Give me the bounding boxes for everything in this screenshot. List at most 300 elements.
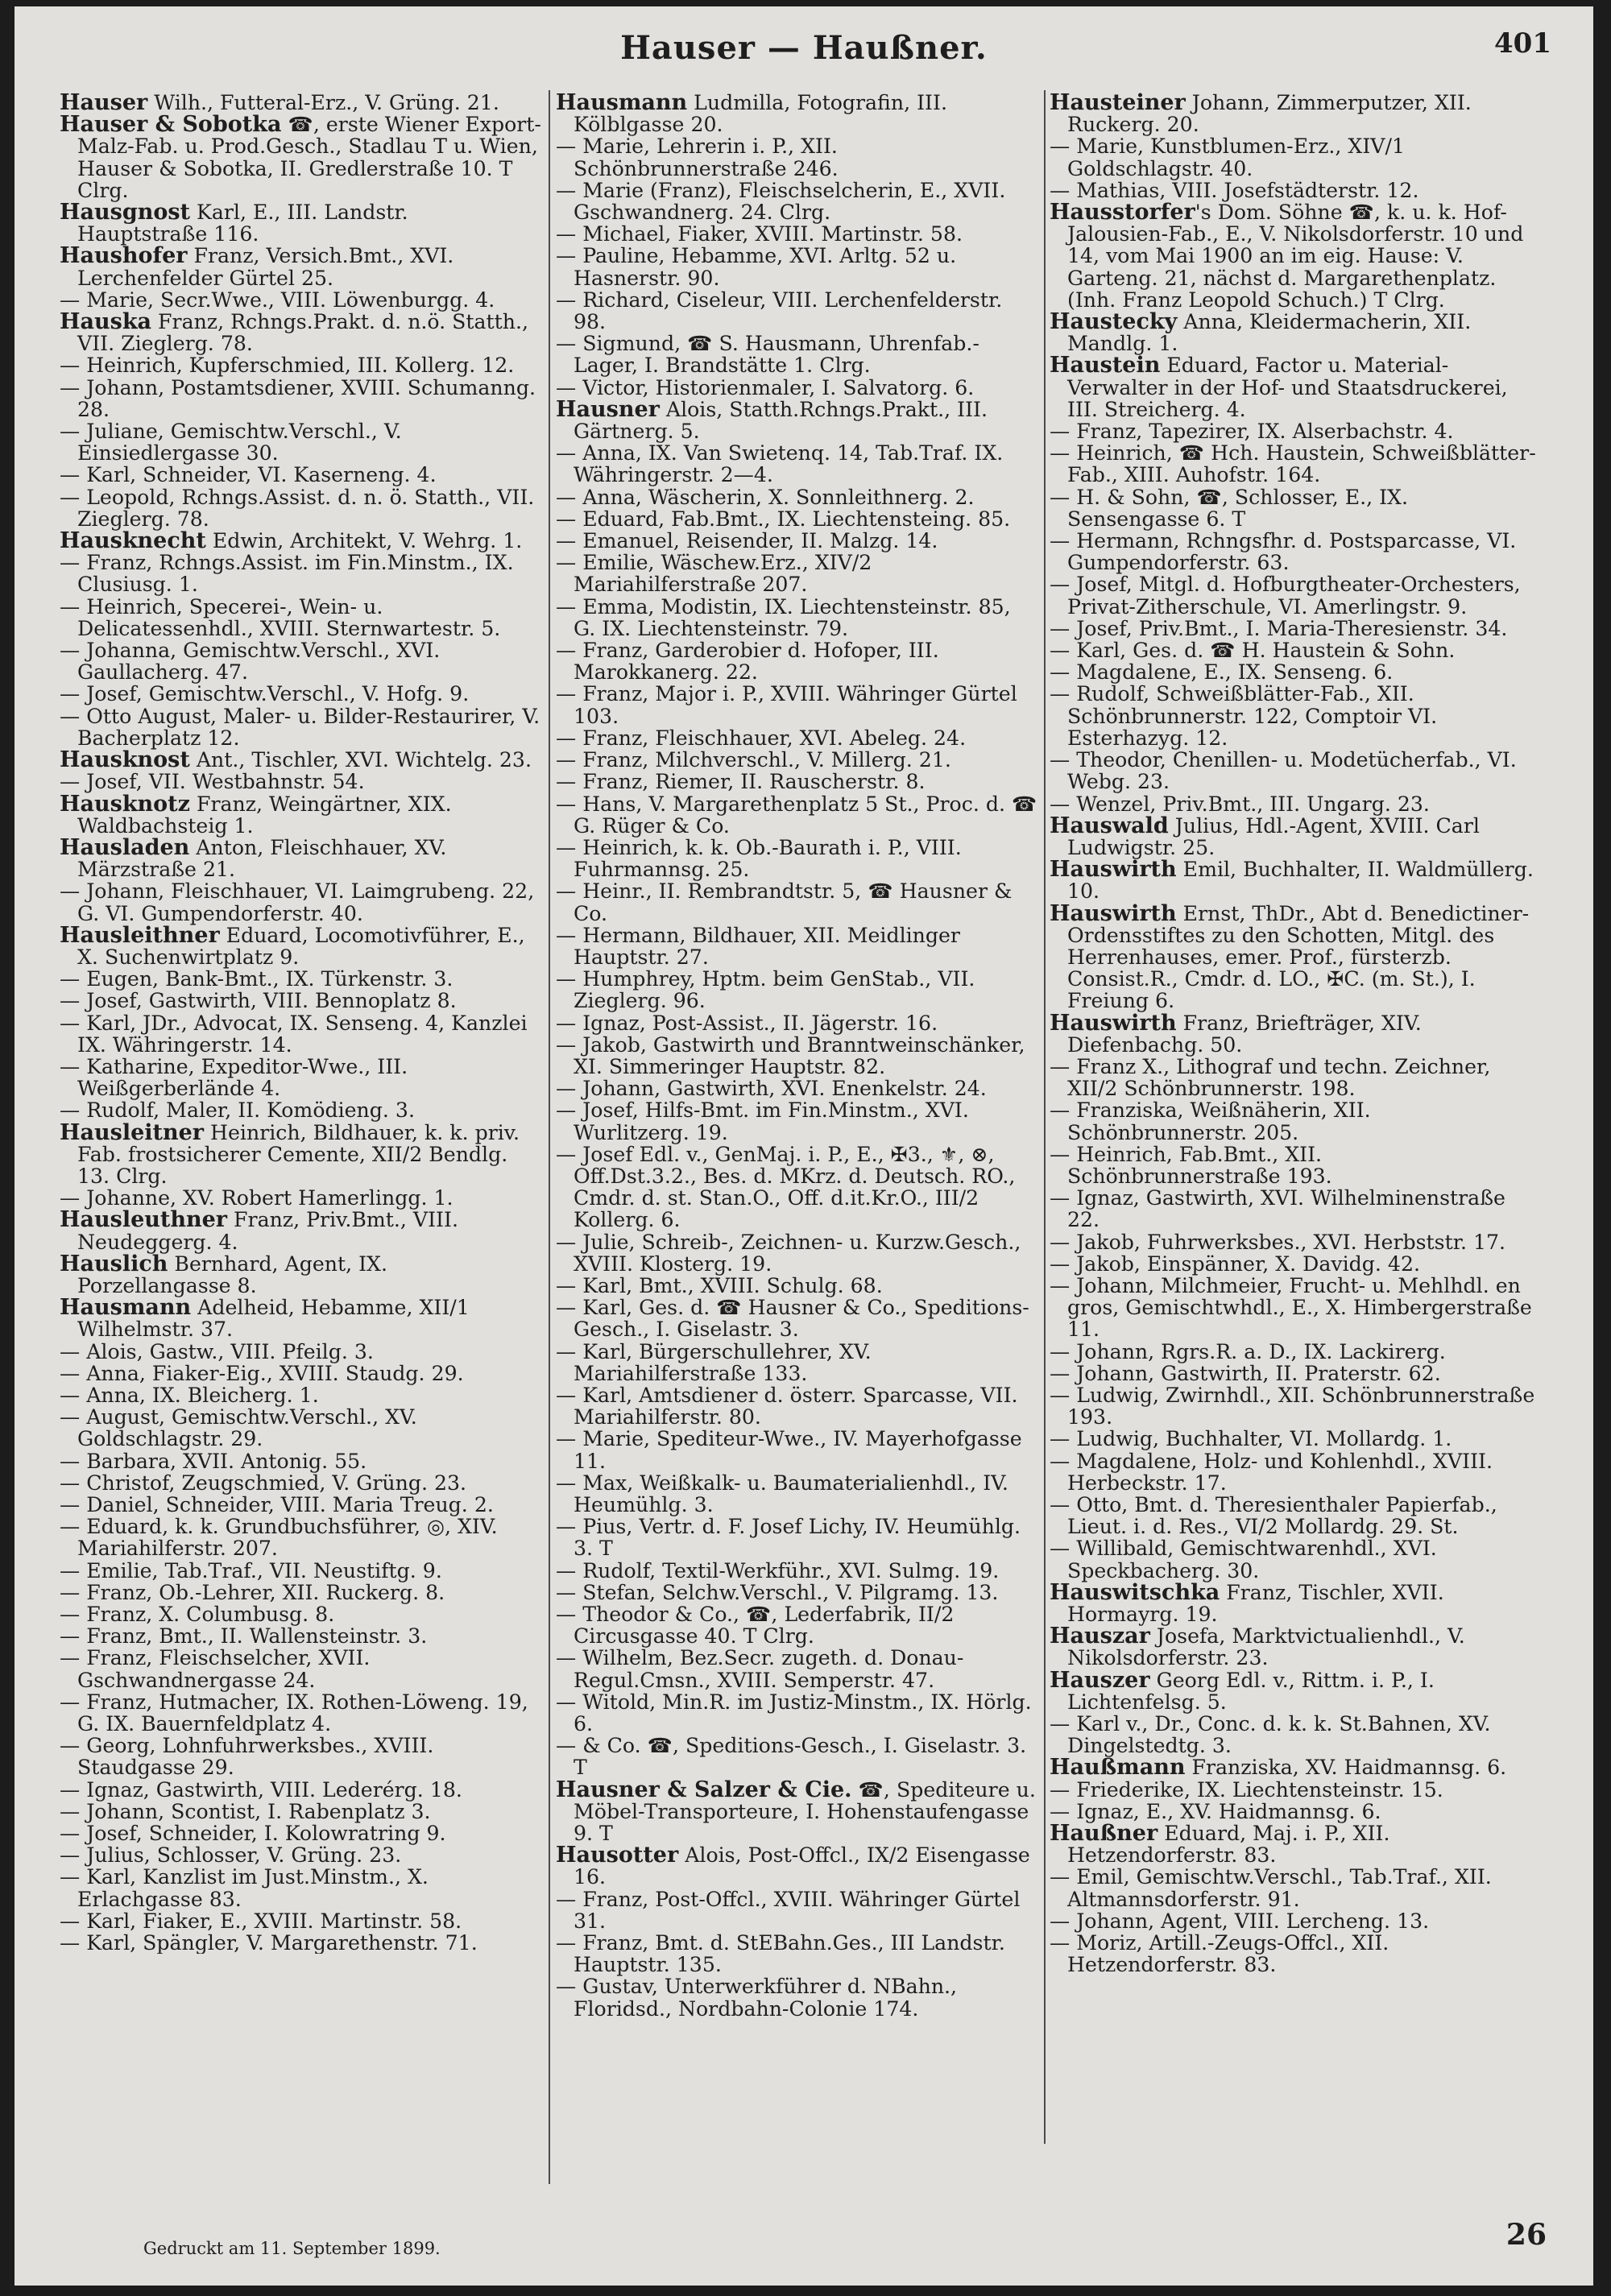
entry-text: — Franz, Milchverschl., V. Millerg. 21. [556,748,951,772]
entry-text: — Franz, Post-Offcl., XVIII. Währinger Gürtel 31. [556,1887,1021,1933]
directory-entry [1050,1801,1539,1822]
entry-surname: Hausknost [60,747,190,773]
entry-text: — Franziska, Weißnäherin, XII. Schönbrunnerstr. 205. [1050,1098,1371,1144]
directory-entry [60,1099,543,1121]
directory-entry [1050,420,1539,442]
directory-entry [60,552,543,595]
directory-entry [60,1516,543,1559]
entry-text: Franz, Weingärtner, XIX. Waldbachsteig 1. [77,792,452,838]
directory-page [14,6,1593,2286]
entry-text: — Josef, Hilfs-Bmt. im Fin.Minstm., XVI. Wurlitzerg. 19. [556,1098,969,1144]
entry-text: — Pius, Vertr. d. F. Josef Lichy, IV. Heumühlg. 3. T [556,1515,1021,1561]
entry-text: — Johanna, Gemischtw.Verschl., XVI. Gaullacherg. 47. [60,639,441,685]
entry-text: — Moriz, Artill.-Zeugs-Offcl., XII. Hetzendorferstr. 83. [1050,1931,1389,1976]
directory-entry [60,1056,543,1099]
directory-entry [1050,1428,1539,1450]
entry-text: — Stefan, Selchw.Verschl., V. Pilgramg. 13. [556,1580,999,1604]
directory-entry [1050,1384,1539,1428]
directory-entry [1050,1056,1539,1099]
entry-text: — Magdalene, E., IX. Senseng. 6. [1050,660,1394,685]
entry-text: — Juliane, Gemischtw.Verschl., V. Einsiedlergasse 30. [60,420,402,465]
directory-entry [1050,1144,1539,1187]
directory-entry [556,837,1037,880]
entry-text: Edwin, Architekt, V. Wehrg. 1. [205,529,523,553]
directory-entry [60,1363,543,1384]
entry-text: — Franz, Fleischhauer, XVI. Abeleg. 24. [556,726,967,750]
entry-text: — Johann, Milchmeier, Frucht- u. Mehlhdl. en gros, Gemischtwhdl., E., X. Himbergerstraße 11. [1050,1273,1532,1342]
entry-surname: Hausleuthner [60,1207,228,1233]
entry-surname: Hausleithner [60,922,220,948]
entry-text: Ludmilla, Fotografin, III. Kölblgasse 20. [574,92,947,137]
entry-text: — Sigmund, ☎ S. Hausmann, Uhrenfab.-Lager, I. Brandstätte 1. Clrg. [556,332,979,378]
entry-surname: Hausmann [60,1295,192,1321]
directory-entry [60,420,543,464]
directory-entry [1050,1713,1539,1756]
directory-entry [1050,1012,1539,1056]
directory-entry [60,1932,543,1954]
entry-text: — Johann, Gastwirth, XVI. Enenkelstr. 24. [556,1077,987,1101]
entry-text: — Johann, Fleischhauer, VI. Laimgrubeng. 22, G. VI. Gumpendorferstr. 40. [60,879,535,925]
directory-entry [60,1187,543,1209]
entry-text: — Johann, Gastwirth, II. Praterstr. 62. [1050,1361,1441,1385]
entry-text: — Barbara, XVII. Antonig. 55. [60,1449,367,1473]
directory-entry [556,1779,1037,1845]
entry-text: — Witold, Min.R. im Justiz-Minstm., IX. Hörlg. 6. [556,1690,1032,1736]
entry-surname: Haußner [1050,1821,1158,1847]
entry-text: — Anna, Fiaker-Eig., XVIII. Staudg. 29. [60,1361,464,1385]
sheet-signature: 26 [1505,2218,1547,2252]
entry-text: — Marie, Secr.Wwe., VIII. Löwenburgg. 4. [60,288,495,312]
entry-text: — Victor, Historienmaler, I. Salvatorg. 6. [556,375,975,399]
entry-text: — Magdalene, Holz- und Kohlenhdl., XVIII. Herbeckstr. 17. [1050,1449,1493,1495]
directory-entry [556,639,1037,683]
entry-text: Adelheid, Hebamme, XII/1 Wilhelmstr. 37. [77,1296,470,1342]
directory-entry [60,1297,543,1340]
directory-entry [60,377,543,420]
directory-entry [1050,1253,1539,1275]
entry-text: Franz, Rchngs.Prakt. d. n.ö. Statth., VII. Zieglerg. 78. [77,310,529,356]
entry-text: — Willibald, Gemischtwarenhdl., XVI. Speckbacherg. 30. [1050,1537,1437,1582]
directory-column-3 [1050,92,1539,1975]
entry-text: Eduard, Locomotivführer, E., X. Suchenwirtplatz 9. [77,923,525,969]
directory-entry [556,683,1037,726]
directory-entry [60,245,543,288]
entry-surname: Hauska [60,309,152,335]
directory-entry [1050,1099,1539,1143]
directory-entry [1050,1669,1539,1713]
entry-text: — Karl, Bürgerschullehrer, XV. Mariahilferstraße 133. [556,1339,872,1385]
directory-entry [1050,639,1539,661]
entry-text: — Marie, Lehrerin i. P., XII. Schönbrunnerstraße 246. [556,134,839,180]
directory-entry [60,639,543,683]
directory-column-1 [60,92,543,1954]
entry-text: — Franz, Garderobier d. Hofoper, III. Marokkanerg. 22. [556,639,939,685]
entry-text: Ant., Tischler, XVI. Wichtelg. 23. [189,748,532,772]
entry-text: — Marie, Kunstblumen-Erz., XIV/1 Goldschlagstr. 40. [1050,134,1405,180]
entry-surname: Hausgnost [60,200,191,225]
entry-surname: Hauser [60,92,148,115]
entry-text: Emil, Buchhalter, II. Waldmüllerg. 10. [1067,858,1534,904]
directory-entry [556,1889,1037,1932]
entry-surname: Haustein [1050,353,1161,379]
entry-text: — Pauline, Hebamme, XVI. Arltg. 52 u. Hasnerstr. 90. [556,244,957,290]
directory-entry [60,1012,543,1056]
entry-text: — Emilie, Wäschew.Erz., XIV/2 Mariahilferstraße 207. [556,551,872,597]
entry-text: — Richard, Ciseleur, VIII. Lerchenfelderstr. 98. [556,288,1003,334]
entry-text: — Ludwig, Buchhalter, VI. Mollardg. 1. [1050,1427,1452,1451]
entry-text: Franz, Versich.Bmt., XVI. Lerchenfelder Gürtel 25. [77,244,454,290]
directory-entry [1050,618,1539,639]
directory-entry [60,1560,543,1582]
directory-entry [556,1516,1037,1559]
entry-text: — Theodor & Co., ☎, Lederfabrik, II/2 Circusgasse 40. T Clrg. [556,1603,955,1649]
directory-entry [60,1866,543,1909]
directory-entry [1050,1363,1539,1384]
directory-entry [1050,1275,1539,1341]
directory-entry [556,968,1037,1011]
entry-surname: Hauswald [1050,813,1169,838]
entry-text: Bernhard, Agent, IX. Porzellangasse 8. [77,1251,387,1297]
entry-text: — Heinrich, Kupferschmied, III. Kollerg. 12. [60,354,515,378]
entry-text: — Theodor, Chenillen- u. Modetücherfab., VI. Webg. 23. [1050,748,1517,794]
entry-text: — Franz, Tapezirer, IX. Alserbachstr. 4. [1050,420,1454,444]
entry-surname: Hausner & Salzer & Cie. [556,1777,852,1802]
entry-text: Karl, E., III. Landstr. Hauptstraße 116. [77,201,408,246]
entry-text: — Rudolf, Maler, II. Komödieng. 3. [60,1098,415,1123]
directory-entry [60,486,543,530]
directory-entry [1050,749,1539,792]
entry-text: — & Co. ☎, Speditions-Gesch., I. Giselastr. 3. T [556,1734,1027,1780]
directory-entry [60,114,543,201]
directory-entry [556,925,1037,968]
directory-entry [60,880,543,924]
directory-entry [556,1560,1037,1582]
directory-entry [556,508,1037,530]
directory-entry [1050,486,1539,530]
directory-entry [556,245,1037,288]
entry-text: — Katharine, Expeditor-Wwe., III. Weißgerberlände 4. [60,1054,408,1101]
directory-entry [60,834,543,882]
directory-entry [556,530,1037,552]
directory-entry [556,771,1037,792]
directory-entry [556,1691,1037,1735]
directory-entry [556,180,1037,223]
directory-entry [1050,1822,1539,1866]
directory-entry [1050,1932,1539,1975]
directory-entry [1050,1579,1539,1627]
entry-surname: Hauswirth [1050,857,1177,883]
entry-text: — August, Gemischtw.Verschl., XV. Goldschlagstr. 29. [60,1405,417,1451]
directory-entry [60,749,543,771]
entry-text: Eduard, Factor u. Material-Verwalter in der Hof- und Staatsdruckerei, III. Streicherg. 4. [1067,354,1508,421]
directory-entry [60,1735,543,1778]
entry-text: — Josef, VII. Westbahnstr. 54. [60,770,365,794]
entry-text: — Josef, Gemischtw.Verschl., V. Hofg. 9. [60,682,470,706]
directory-entry [1050,858,1539,902]
directory-entry [60,1691,543,1735]
directory-entry [1050,180,1539,201]
directory-entry [556,1844,1037,1888]
entry-text: — Friederike, IX. Liechtensteinstr. 15. [1050,1777,1443,1802]
directory-entry [1050,442,1539,486]
entry-text: Anna, Kleidermacherin, XII. Mandlg. 1. [1067,310,1472,356]
entry-text: — H. & Sohn, ☎, Schlosser, E., IX. Sensengasse 6. T [1050,485,1408,531]
directory-entry [60,1603,543,1625]
directory-entry [1050,1866,1539,1909]
directory-entry [556,1144,1037,1231]
directory-entry [1050,1341,1539,1363]
entry-text: — Karl, Kanzlist im Just.Minstm., X. Erlachgasse 83. [60,1865,429,1911]
directory-entry [1050,661,1539,683]
directory-entry [556,1472,1037,1516]
entry-surname: Haußmann [1050,1755,1186,1781]
entry-text: — Georg, Lohnfuhrwerksbes., XVIII. Staudgasse 29. [60,1734,434,1780]
entry-text: — Karl, Schneider, VI. Kaserneng. 4. [60,463,437,487]
entry-text: Julius, Hdl.-Agent, XVIII. Carl Ludwigstr. 25. [1067,813,1480,859]
entry-surname: Hausstorfer [1050,200,1195,225]
directory-entry [60,1582,543,1603]
directory-entry [556,1099,1037,1143]
entry-text: Ernst, ThDr., Abt d. Benedictiner-Ordensstiftes zu den Schotten, Mitgl. des Herrenhauses, emer. Prof., fürsterzb. Consist.R., Cmdr. d. LO., ✠C. (m. St.), I. Freiung 6. [1067,901,1530,1013]
entry-text: — Josef Edl. v., GenMaj. i. P., E., ✠3., ⚜, ⊗, Off.Dst.3.2., Bes. d. MKrz. d. Deutsch. RO., Cmdr. d. st. Stan.O., Off. d.it.Kr.O., III/2 Kollerg. 6. [556,1142,1016,1232]
directory-entry [60,289,543,311]
entry-text: Franz, Tischler, XVII. Hormayrg. 19. [1067,1580,1444,1627]
entry-text: — Franz, Bmt. d. StEBahn.Ges., III Landstr. Hauptstr. 135. [556,1931,1005,1977]
entry-text: — Ignaz, E., XV. Haidmannsg. 6. [1050,1799,1381,1823]
entry-text: — Karl v., Dr., Conc. d. k. k. St.Bahnen, XV. Dingelstedtg. 3. [1050,1712,1491,1758]
directory-entry [1050,1231,1539,1253]
directory-entry [60,1384,543,1406]
entry-text: — Franz, Major i. P., XVIII. Währinger Gürtel 103. [556,682,1017,728]
directory-entry [556,1275,1037,1297]
entry-text: — Franz, Rchngs.Assist. im Fin.Minstm., IX. Clusiusg. 1. [60,551,514,597]
directory-entry [60,1801,543,1822]
directory-entry [556,442,1037,486]
entry-surname: Hausner [556,396,660,422]
directory-entry [556,1428,1037,1471]
entry-text: — Anna, IX. Bleicherg. 1. [60,1383,319,1407]
directory-entry [1050,1537,1539,1581]
entry-text: — Ignaz, Gastwirth, VIII. Lederérg. 18. [60,1777,462,1802]
directory-entry [1050,311,1539,354]
entry-surname: Hauser & Sobotka [60,112,282,138]
directory-entry [60,705,543,749]
entry-text: — Eugen, Bank-Bmt., IX. Türkenstr. 3. [60,967,453,991]
entry-text: — Johann, Rgrs.R. a. D., IX. Lackirerg. [1050,1339,1446,1363]
entry-text: — Karl, Spängler, V. Margarethenstr. 71. [60,1931,478,1955]
entry-text: — Wilhelm, Bez.Secr. zugeth. d. Donau-Regul.Cmsn., XVIII. Semperstr. 47. [556,1646,964,1692]
entry-text: — Max, Weißkalk- u. Baumaterialienhdl., IV. Heumühlg. 3. [556,1471,1008,1516]
entry-surname: Hauslich [60,1251,168,1276]
entry-text: — Mathias, VIII. Josefstädterstr. 12. [1050,178,1419,202]
directory-entry [1050,92,1539,135]
entry-surname: Hausleitner [60,1119,205,1145]
entry-surname: Hauszer [1050,1667,1150,1693]
entry-text: — Heinrich, Specerei-, Wein- u. Delicatessenhdl., XVIII. Sternwartestr. 5. [60,594,501,640]
entry-text: — Ignaz, Gastwirth, XVI. Wilhelminenstraße 22. [1050,1186,1505,1232]
directory-entry [556,1932,1037,1975]
entry-text: — Johanne, XV. Robert Hamerlingg. 1. [60,1186,453,1210]
entry-text: Josefa, Marktvictualienhdl., V. Nikolsdorferstr. 23. [1067,1624,1465,1670]
entry-text: Eduard, Maj. i. P., XII. Hetzendorferstr. 83. [1067,1822,1390,1868]
directory-entry [1050,573,1539,617]
directory-entry [556,1384,1037,1428]
entry-text: — Gustav, Unterwerkführer d. NBahn., Floridsd., Nordbahn-Colonie 174. [556,1975,958,2020]
entry-surname: Hausknecht [60,528,206,554]
directory-entry [60,1779,543,1801]
entry-surname: Hausmann [556,92,688,115]
directory-entry [60,92,543,114]
entry-text: — Heinrich, ☎ Hch. Haustein, Schweißblätter-Fab., XIII. Auhofstr. 164. [1050,441,1536,487]
entry-text: 's Dom. Söhne ☎, k. u. k. Hof-Jalousien-Fab., E., V. Nikolsdorferstr. 10 und 14, vom Mai 1900 an im eig. Hause: V. Garteng. 21, nächst d. Margarethenplatz. (Inh. Franz Leopold Schuch.) T Clrg. [1067,201,1524,312]
entry-text: — Emanuel, Reisender, II. Malzg. 14. [556,529,938,553]
directory-entry [556,223,1037,245]
entry-text: — Josef, Schneider, I. Kolowratring 9. [60,1822,446,1846]
entry-text: — Heinr., II. Rembrandtstr. 5, ☎ Hausner & Co. [556,879,1013,925]
entry-text: Franz, Priv.Bmt., VIII. Neudeggerg. 4. [77,1208,458,1254]
directory-entry [60,464,543,486]
directory-entry [1050,815,1539,858]
entry-text: Franz, Briefträger, XIV. Diefenbachg. 50. [1067,1011,1422,1057]
directory-entry [556,1735,1037,1778]
page-number: 401 [1494,27,1551,60]
directory-entry [60,530,543,552]
entry-text: — Karl, Amtsdiener d. österr. Sparcasse, VII. Mariahilferstr. 80. [556,1383,1018,1429]
entry-text: — Michael, Fiaker, XVIII. Martinstr. 58. [556,222,963,246]
directory-entry [556,486,1037,508]
entry-text: ☎, Spediteure u. Möbel-Transporteure, I. Hohenstaufengasse 9. T [574,1777,1036,1846]
entry-text: Alois, Statth.Rchngs.Prakt., III. Gärtnerg. 5. [574,397,988,444]
entry-text: Heinrich, Bildhauer, k. k. priv. Fab. frostsicherer Cemente, XII/2 Bendlg. 13. Clrg. [77,1120,520,1188]
entry-text: — Franz, Ob.-Lehrer, XII. Ruckerg. 8. [60,1580,445,1604]
directory-entry [60,1341,543,1363]
entry-text: — Johann, Postamtsdiener, XVIII. Schumanng. 28. [60,375,536,421]
directory-entry [556,1647,1037,1690]
directory-entry [1050,1625,1539,1669]
entry-surname: Hauswirth [1050,1010,1177,1036]
directory-entry [1050,135,1539,179]
directory-entry [556,377,1037,399]
directory-entry [556,1975,1037,2019]
entry-text: — Ignaz, Post-Assist., II. Jägerstr. 16. [556,1011,938,1035]
entry-surname: Hauswirth [1050,900,1177,926]
entry-text: — Johann, Scontist, I. Rabenplatz 3. [60,1799,431,1823]
entry-surname: Hauszar [1050,1624,1150,1649]
entry-text: — Eduard, Fab.Bmt., IX. Liechtensteing. 85. [556,507,1011,531]
directory-entry [1050,1187,1539,1231]
directory-entry [60,1822,543,1844]
entry-text: Franziska, XV. Haidmannsg. 6. [1185,1756,1507,1780]
entry-text: — Hermann, Rchngsfhr. d. Postsparcasse, VI. Gumpendorferstr. 63. [1050,529,1517,575]
directory-entry [1050,1779,1539,1801]
entry-text: — Julie, Schreib-, Zeichnen- u. Kurzw.Gesch., XVIII. Klosterg. 19. [556,1230,1021,1276]
entry-text: — Josef, Priv.Bmt., I. Maria-Theresienstr. 34. [1050,616,1508,640]
directory-entry [556,1297,1037,1340]
entry-text: — Karl, Ges. d. ☎ Hausner & Co., Speditions-Gesch., I. Giselastr. 3. [556,1296,1029,1342]
entry-text: — Karl, Bmt., XVIII. Schulg. 68. [556,1273,883,1297]
entry-text: — Karl, Fiaker, E., XVIII. Martinstr. 58. [60,1909,462,1933]
print-date-note: Gedruckt am 11. September 1899. [143,2239,441,2258]
directory-entry [556,727,1037,749]
entry-text: — Franz, Bmt., II. Wallensteinstr. 3. [60,1624,428,1649]
entry-text: — Eduard, k. k. Grundbuchsführer, ◎, XIV. Mariahilferstr. 207. [60,1515,498,1561]
directory-entry [556,1341,1037,1384]
entry-surname: Haushofer [60,243,188,269]
directory-entry [1050,1450,1539,1494]
entry-text: — Hermann, Bildhauer, XII. Meidlinger Hauptstr. 27. [556,923,960,969]
entry-text: — Franz X., Lithograf und techn. Zeichner, XII/2 Schönbrunnerstr. 198. [1050,1054,1491,1101]
directory-entry [1050,1910,1539,1932]
entry-text: — Humphrey, Hptm. beim GenStab., VII. Zieglerg. 96. [556,967,975,1013]
directory-entry [60,311,543,354]
directory-column-2 [556,92,1037,2020]
directory-entry [556,92,1037,135]
directory-entry [1050,354,1539,420]
directory-entry [60,990,543,1011]
entry-text: — Marie, Spediteur-Wwe., IV. Mayerhofgasse 11. [556,1427,1022,1473]
entry-text: — Karl, Ges. d. ☎ H. Haustein & Sohn. [1050,639,1456,663]
directory-entry [60,771,543,792]
directory-entry [556,596,1037,639]
entry-text: — Karl, JDr., Advocat, IX. Senseng. 4, Kanzlei IX. Währingerstr. 14. [60,1011,528,1057]
directory-entry [556,135,1037,179]
entry-text: — Franz, Riemer, II. Rauscherstr. 8. [556,770,926,794]
directory-entry [556,880,1037,924]
entry-text: — Emil, Gemischtw.Verschl., Tab.Traf., XII. Altmannsdorferstr. 91. [1050,1865,1492,1911]
directory-entry [556,1603,1037,1647]
entry-text: Wilh., Futteral-Erz., V. Grüng. 21. [147,92,499,114]
directory-entry [1050,1494,1539,1537]
directory-entry [556,1034,1037,1078]
entry-text: — Jakob, Einspänner, X. Davidg. 42. [1050,1251,1420,1276]
entry-surname: Hausknotz [60,791,190,817]
directory-entry [60,201,543,245]
entry-text: ☎, erste Wiener Export-Malz-Fab. u. Prod.Gesch., Stadlau T u. Wien, Hauser & Sobotka, II. Gredlerstraße 10. T Clrg. [77,113,541,202]
directory-entry [556,333,1037,376]
entry-text: — Josef, Gastwirth, VIII. Bennoplatz 8. [60,989,457,1013]
directory-entry [60,1472,543,1494]
entry-text: — Jakob, Gastwirth und Branntweinschänker, XI. Simmeringer Hauptstr. 82. [556,1032,1025,1078]
directory-entry [60,1209,543,1252]
entry-surname: Haustecky [1050,309,1178,335]
directory-entry [60,1253,543,1297]
entry-text: — Hans, V. Margarethenplatz 5 St., Proc. d. ☎ G. Rüger & Co. [556,792,1037,838]
directory-entry [556,749,1037,771]
entry-text: — Heinrich, Fab.Bmt., XII. Schönbrunnerstraße 193. [1050,1142,1332,1188]
directory-entry [60,1494,543,1516]
entry-text: — Franz, Hutmacher, IX. Rothen-Löweng. 19, G. IX. Bauernfeldplatz 4. [60,1690,528,1736]
entry-text: — Ludwig, Zwirnhdl., XII. Schönbrunnerstraße 193. [1050,1383,1535,1429]
entry-text: — Christof, Zeugschmied, V. Grüng. 23. [60,1471,467,1495]
directory-entry [60,596,543,639]
entry-text: — Leopold, Rchngs.Assist. d. n. ö. Statth., VII. Zieglerg. 78. [60,485,535,531]
entry-text: Georg Edl. v., Rittm. i. P., I. Lichtenfelsg. 5. [1067,1668,1435,1714]
directory-entry [556,1231,1037,1275]
entry-text: — Anna, Wäscherin, X. Sonnleithnerg. 2. [556,485,975,509]
directory-entry [60,1647,543,1690]
entry-text: Johann, Zimmerputzer, XII. Ruckerg. 20. [1067,92,1472,137]
entry-text: Alois, Post-Offcl., IX/2 Eisengasse 16. [574,1843,1030,1889]
directory-entry [556,1582,1037,1603]
column-divider [549,90,550,2184]
page-title: Hauser — Haußner. [620,29,988,67]
directory-entry [556,793,1037,837]
directory-entry [556,396,1037,444]
entry-surname: Hausteiner [1050,92,1186,115]
directory-entry [1050,900,1539,1013]
entry-text: — Heinrich, k. k. Ob.-Baurath i. P., VIII. Fuhrmannsg. 25. [556,835,962,882]
directory-entry [556,552,1037,595]
